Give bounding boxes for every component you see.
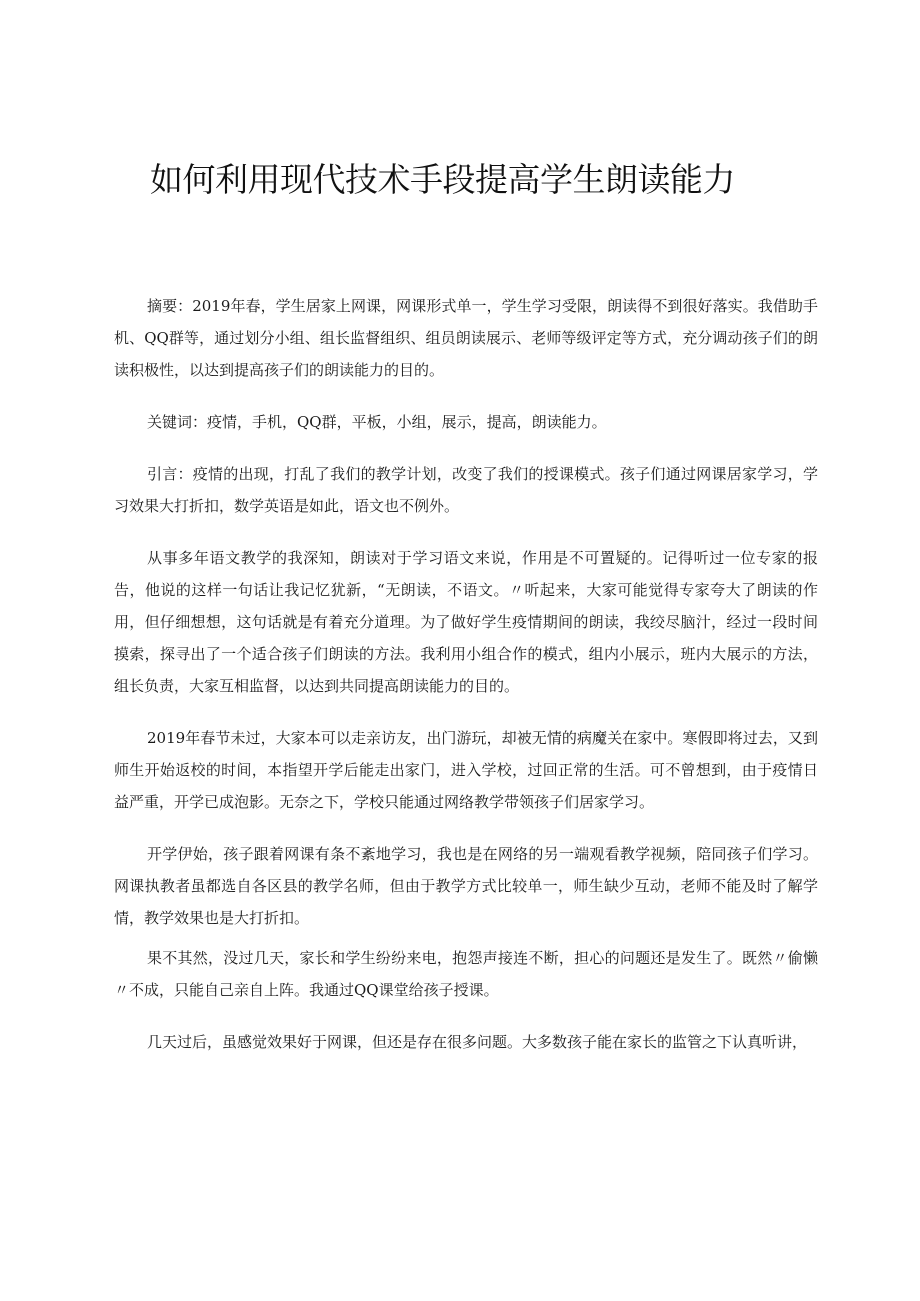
body-paragraph-2: 2019年春节未过，大家本可以走亲访友，出门游玩，却被无情的病魔关在家中。寒假即将过去，又到师生开始返校的时间，本指望开学后能走出家门，进入学校，过回正常的生活。可不曾想到，由于疫情日益严重，开学已成泡影。无奈之下，学校只能通过网络教学带领孩子们居家学习。 [114, 729, 818, 811]
keywords-paragraph: 关键词：疫情，手机，QQ群，平板，小组，展示，提高，朗读能力。 [147, 413, 607, 431]
document-title: 如何利用现代技术手段提高学生朗读能力 [150, 160, 735, 199]
abstract-paragraph: 摘要：2019年春，学生居家上网课，网课形式单一，学生学习受限，朗读得不到很好落实。我借助手机、QQ群等，通过划分小组、组长监督组织、组员朗读展示、老师等级评定等方式，充分调动孩子们的朗读积极性，以达到提高孩子们的朗读能力的目的。 [114, 297, 818, 379]
body-paragraph-5: 几天过后，虽感觉效果好于网课，但还是存在很多问题。大多数孩子能在家长的监管之下认真听讲， [147, 1033, 808, 1051]
document-body [114, 290, 818, 1058]
body-paragraph-4: 果不其然，没过几天，家长和学生纷纷来电，抱怨声接连不断，担心的问题还是发生了。既然〃偷懒〃不成，只能自己亲自上阵。我通过QQ课堂给孩子授课。 [114, 949, 818, 999]
body-paragraph-1: 从事多年语文教学的我深知，朗读对于学习语文来说，作用是不可置疑的。记得听过一位专家的报告，他说的这样一句话让我记忆犹新，“无朗读，不语文。〃听起来，大家可能觉得专家夸大了朗读的作用，但仔细想想，这句话就是有着充分道理。为了做好学生疫情期间的朗读，我绞尽脑汁，经过一段时间摸索，探寻出了一个适合孩子们朗读的方法。我利用小组合作的模式，组内小展示，班内大展示的方法，组长负责，大家互相监督，以达到共同提高朗读能力的目的。 [114, 549, 818, 695]
body-paragraph-3: 开学伊始，孩子跟着网课有条不紊地学习，我也是在网络的另一端观看教学视频，陪同孩子们学习。网课执教者虽都选自各区县的教学名师，但由于教学方式比较单一，师生缺少互动，老师不能及时了解学情，教学效果也是大打折扣。 [114, 845, 818, 927]
introduction-paragraph: 引言：疫情的出现，打乱了我们的教学计划，改变了我们的授课模式。孩子们通过网课居家学习，学习效果大打折扣，数学英语是如此，语文也不例外。 [114, 465, 818, 515]
